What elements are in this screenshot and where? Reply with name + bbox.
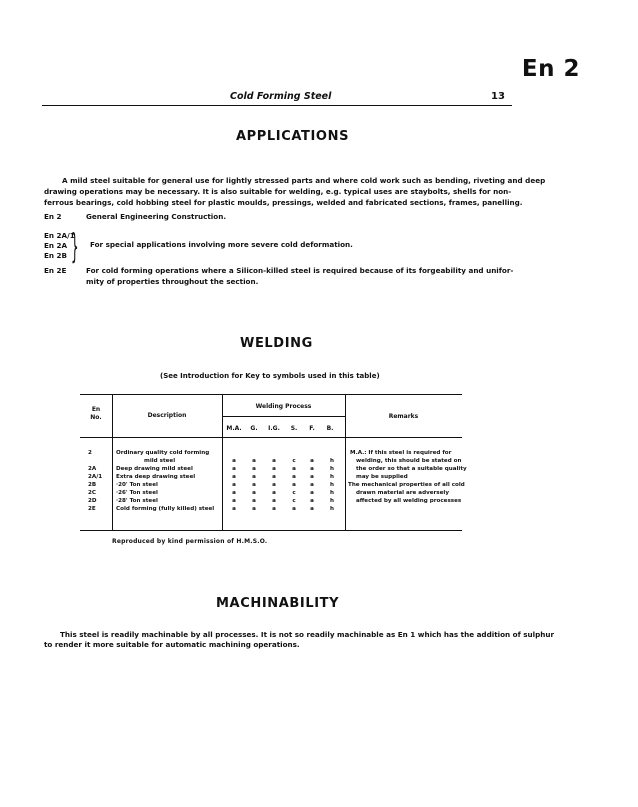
table-cell-symbol: a (232, 506, 236, 512)
item-code-en2: En 2 (44, 212, 62, 221)
welding-footnote: Reproduced by kind permission of H.M.S.O. (112, 538, 268, 545)
table-cell-symbol: a (232, 466, 236, 472)
remarks-line: may be supplied (356, 474, 408, 480)
table-top-rule (80, 394, 462, 395)
header-welding-process: Welding Process (255, 403, 312, 410)
remarks-line: The mechanical properties of all cold (348, 482, 465, 488)
table-header-rule (80, 437, 462, 438)
table-cell-description: Cold forming (fully killed) steel (116, 506, 215, 512)
table-cell-symbol: a (252, 498, 256, 504)
table-cell-symbol: a (252, 458, 256, 464)
header-remarks: Remarks (388, 413, 419, 420)
table-cell-symbol: a (252, 466, 256, 472)
header-process-ma: M.A. (226, 425, 242, 432)
table-cell-symbol: a (292, 466, 296, 472)
table-cell-symbol: c (292, 498, 296, 504)
table-cell-en: 2 (88, 450, 92, 456)
header-process-s: S. (290, 425, 298, 432)
remarks-line: welding, this should be stated on (356, 458, 462, 464)
table-cell-symbol: c (292, 490, 296, 496)
table-cell-symbol: a (252, 474, 256, 480)
running-title: Cold Forming Steel (230, 91, 332, 102)
page-number: 13 (491, 91, 505, 102)
table-bottom-rule (80, 530, 462, 531)
table-cell-symbol: a (292, 482, 296, 488)
table-cell-symbol: h (330, 490, 334, 496)
machinability-title: MACHINABILITY (216, 596, 340, 611)
table-cell-symbol: a (310, 490, 314, 496)
remarks-line: the order so that a suitable quality (356, 466, 467, 472)
remarks-line: drawn material are adversely (356, 490, 449, 496)
table-cell-en: 2E (88, 506, 96, 512)
header-no: No. (90, 414, 102, 421)
table-cell-symbol: a (232, 474, 236, 480)
table-cell-symbol: a (272, 498, 276, 504)
table-cell-description: Deep drawing mild steel (116, 466, 193, 472)
group-text: For special applications involving more severe cold deformation. (90, 240, 353, 249)
table-cell-description: Ordinary quality cold forming (116, 450, 210, 456)
table-cell-symbol: a (232, 482, 236, 488)
welding-caption: (See Introduction for Key to symbols used in this table) (160, 372, 380, 380)
table-cell-symbol: a (272, 458, 276, 464)
table-cell-en: 2C (88, 490, 96, 496)
table-cell-description: ·20' Ton steel (116, 482, 158, 488)
item-code-en2e: En 2E (44, 266, 67, 275)
table-cell-symbol: h (330, 466, 334, 472)
header-process-b: B. (326, 425, 334, 432)
table-cell-symbol: a (232, 498, 236, 504)
group-brace-icon: } (71, 227, 79, 267)
table-cell-symbol: a (232, 458, 236, 464)
item-text-en2: General Engineering Construction. (86, 212, 227, 221)
table-cell-symbol: a (310, 506, 314, 512)
applications-title: APPLICATIONS (236, 129, 350, 144)
remarks-line: M.A.: If this steel is required for (350, 450, 452, 456)
header-rule (42, 105, 512, 106)
table-cell-symbol: h (330, 498, 334, 504)
table-cell-symbol: a (292, 506, 296, 512)
table-cell-symbol: c (292, 458, 296, 464)
group-code-en2a: En 2A (44, 241, 68, 250)
table-cell-symbol: a (272, 490, 276, 496)
table-divider-desc (222, 394, 223, 530)
applications-line-2: drawing operations may be necessary. It is also suitable for welding, e.g. typical uses are staybolts, shells for non- (44, 187, 512, 196)
machinability-line-1: This steel is readily machinable by all processes. It is not so readily machinable as En 1 which has the addition of sulphur (60, 630, 554, 639)
table-cell-en: 2A (88, 466, 97, 472)
table-cell-description: ·28' Ton steel (116, 498, 158, 504)
applications-line-3: ferrous bearings, cold hobbing steel for plastic moulds, pressings, welded and fabricated sections, frames, panelling. (44, 198, 523, 207)
table-cell-description: Extra deep drawing steel (116, 474, 196, 480)
process-subheader-rule (222, 416, 345, 417)
table-cell-symbol: a (272, 482, 276, 488)
welding-title: WELDING (240, 336, 313, 351)
applications-line-1: A mild steel suitable for general use for lightly stressed parts and where cold work such as bending, riveting and deep (62, 176, 546, 185)
table-cell-symbol: h (330, 474, 334, 480)
item-text-en2e-1: For cold forming operations where a Silicon-killed steel is required because of its forgeability and unifor- (86, 266, 514, 275)
table-cell-symbol: a (310, 482, 314, 488)
table-cell-symbol: a (292, 474, 296, 480)
table-cell-description: ·26' Ton steel (116, 490, 158, 496)
table-cell-symbol: a (232, 490, 236, 496)
table-cell-en: 2B (88, 482, 97, 488)
table-cell-symbol: a (272, 506, 276, 512)
table-cell-description-cont: mild steel (144, 458, 176, 464)
header-process-g: G. (250, 425, 258, 432)
table-cell-symbol: h (330, 458, 334, 464)
document-code: En 2 (521, 56, 580, 82)
table-cell-symbol: a (272, 466, 276, 472)
header-process-f: F. (309, 425, 315, 432)
machinability-line-2: to render it more suitable for automatic machining operations. (44, 640, 300, 649)
table-cell-symbol: a (310, 458, 314, 464)
table-cell-symbol: a (310, 466, 314, 472)
header-en: En (91, 406, 101, 413)
table-cell-symbol: a (272, 474, 276, 480)
table-cell-symbol: a (252, 482, 256, 488)
table-cell-symbol: h (330, 482, 334, 488)
item-text-en2e-2: mity of properties throughout the section. (86, 277, 259, 286)
table-cell-symbol: a (310, 474, 314, 480)
group-code-en2b: En 2B (44, 251, 68, 260)
header-description: Description (147, 412, 187, 419)
table-cell-symbol: h (330, 506, 334, 512)
header-process-ig: I.G. (268, 425, 280, 432)
table-cell-en: 2A/1 (88, 474, 103, 480)
table-cell-symbol: a (252, 506, 256, 512)
remarks-line: affected by all welding processes (356, 498, 462, 504)
table-cell-en: 2D (88, 498, 97, 504)
group-code-en2a1: En 2A/1 (44, 231, 75, 240)
table-cell-symbol: a (310, 498, 314, 504)
welding-table (80, 394, 467, 530)
table-cell-symbol: a (252, 490, 256, 496)
